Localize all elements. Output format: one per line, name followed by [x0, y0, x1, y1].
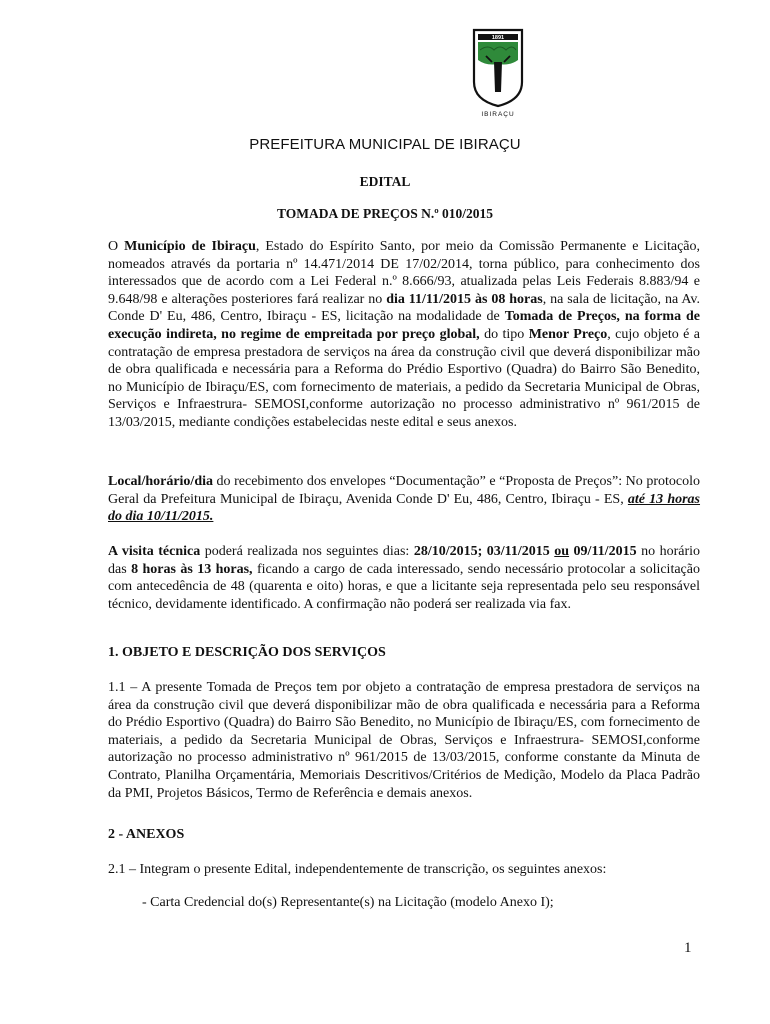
section-2-intro: 2.1 – Integram o presente Edital, independentemente de transcrição, os seguintes anexos:	[108, 862, 607, 877]
annex-list-item: - Carta Credencial do(s) Representante(s) na Licitação (modelo Anexo I);	[142, 895, 554, 910]
section-2-heading: 2 - ANEXOS	[108, 827, 185, 842]
tender-number-title: TOMADA DE PREÇOS N.º 010/2015	[276, 206, 494, 221]
organization-name: PREFEITURA MUNICIPAL DE IBIRAÇU	[249, 136, 521, 153]
page-number: 1	[684, 940, 692, 956]
technical-visit-paragraph: A visita técnica poderá realizada nos seguintes dias: 28/10/2015; 03/11/2015 ou 09/11/2015 no horário das 8 horas às 13 horas, ficando a cargo de cada interessado, sendo necessário protocolar a solicitação com antecedência de 48 (quarenta e oito) horas, e que a licitante seja representada pelo seu responsável técnico, devidamente identificado. A confirmação não poderá ser realizada via fax.	[108, 544, 701, 612]
svg-text:IBIRAÇU: IBIRAÇU	[481, 111, 515, 118]
section-1-heading: 1. OBJETO E DESCRIÇÃO DOS SERVIÇOS	[108, 645, 386, 660]
delivery-location-paragraph: Local/horário/dia do recebimento dos envelopes “Documentação” e “Proposta de Preços”: No protocolo Geral da Prefeitura Municipal de Ibiraçu, Avenida Conde D' Eu, 486, Centro, Ibiraçu - ES, até 13 horas do dia 10/11/2015.	[108, 474, 701, 525]
section-1-paragraph: 1.1 – A presente Tomada de Preços tem por objeto a contratação de empresa prestadora de serviços na área da construção civil que deverá disponibilizar mão de obra qualificada e necessária para a Reforma do Prédio Esportivo (Quadra) do Bairro São Benedito, no Município de Ibiraçu/ES, com fornecimento de materiais, a pedido da Secretaria Municipal de Obras, Serviços e Infraestrura- SEMOSI,conforme autorização no processo administrativo nº 961/2015 de 13/03/2015, conforme constante da Minuta de Contrato, Planilha Orçamentária, Memoriais Descritivos/Critérios de Medição, Modelo da Placa Padrão da PMI, Projetos Básicos, Termo de Referência e demais anexos.	[108, 680, 700, 801]
intro-paragraph: O Município de Ibiraçu, Estado do Espírito Santo, por meio da Comissão Permanente e Licitação, nomeados através da portaria nº 14.471/2014 DE 17/02/2014, torna público, para conhecimento dos interessados que de acordo com a Lei Federal n.º 8.666/93, atualizada pelas Leis Federais 8.883/94 e 9.648/98 e alterações posteriores fará realizar no dia 11/11/2015 às 08 horas, na sala de licitação, na Av. Conde D' Eu, 486, Centro, Ibiraçu - ES, licitação na modalidade de Tomada de Preços, na forma de execução indireta, no regime de empreitada por preço global, do tipo Menor Preço, cujo objeto é a contratação de empresa prestadora de serviços na área da construção civil que deverá disponibilizar mão de obra qualificada e necessária para a Reforma do Prédio Esportivo (Quadra) do Bairro São Benedito, no Município de Ibiraçu/ES, com fornecimento de materiais, a pedido da Secretaria Municipal de Obras, Serviços e Infraestrura- SEMOSI,conforme autorização no processo administrativo nº 961/2015 de 13/03/2015, mediante condições estabelecidas neste edital e seus anexos.	[108, 239, 701, 430]
municipal-coat-of-arms-logo	[468, 26, 528, 118]
svg-text:1891: 1891	[491, 35, 505, 41]
document-type-title: EDITAL	[359, 174, 411, 189]
